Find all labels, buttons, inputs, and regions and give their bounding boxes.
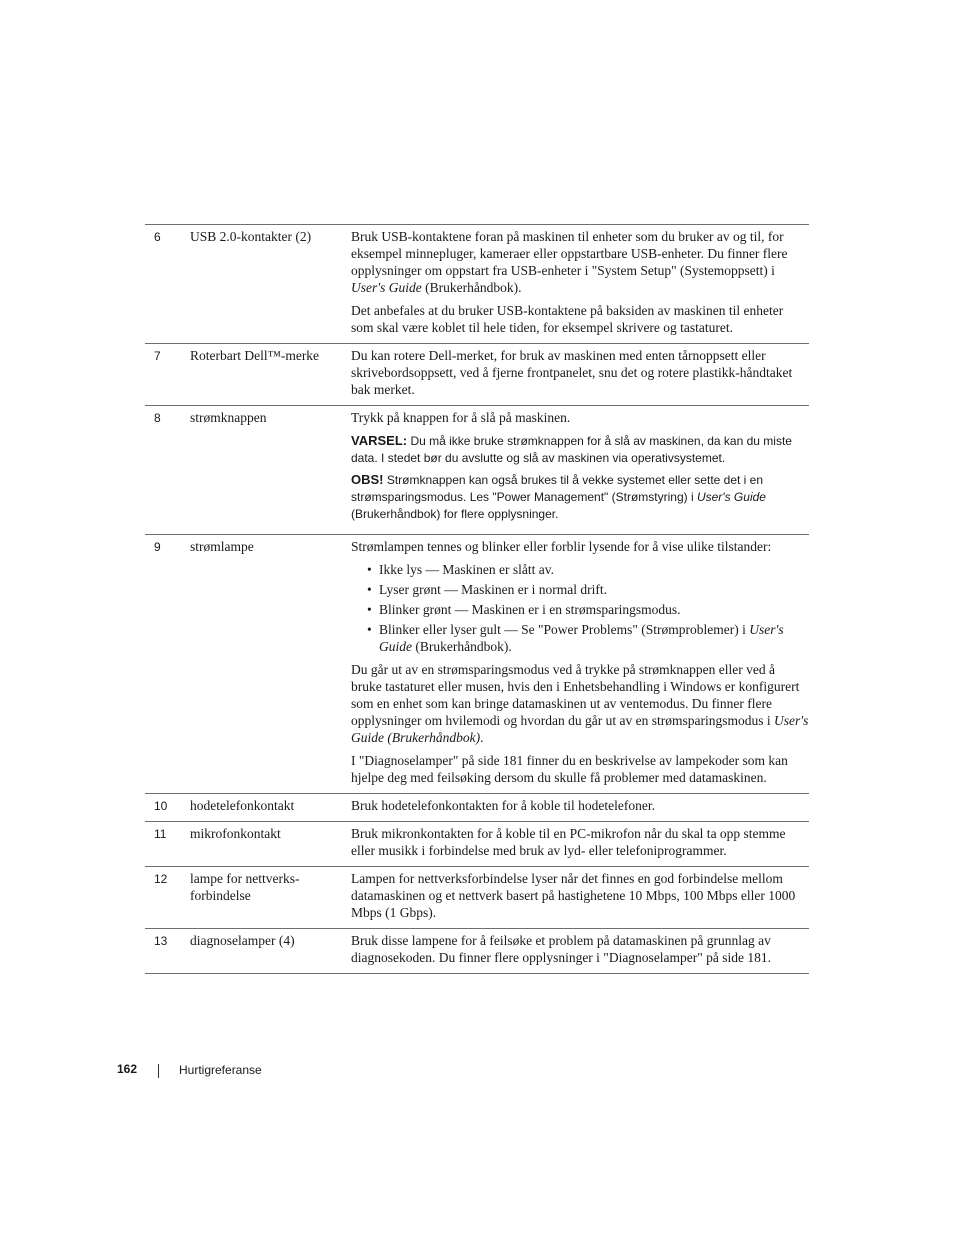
table-row	[145, 225, 809, 344]
table-row	[145, 794, 809, 822]
item-number: 12	[154, 872, 168, 886]
item-name: strømknappen	[190, 410, 267, 425]
item-description	[351, 929, 809, 974]
description-paragraph: Bruk USB-kontaktene foran på maskinen til enheter som du bruker av og til, for eksempel minnepluger, kameraer eller oppstartbare USB-enheter. Du finner flere opplysninger om oppstart fra USB-enheter i "System Setup" (Systemoppsett) i User's Guide (Brukerhåndbok).	[351, 229, 788, 295]
table-row	[145, 535, 809, 794]
item-description	[351, 344, 809, 406]
description-paragraph: Bruk mikronkontakten for å koble til en PC-mikrofon når du skal ta opp stemme eller musikk i forbindelse med bruk av lyd- eller telefoniprogrammer.	[351, 826, 786, 858]
item-number: 10	[154, 799, 168, 813]
obs-note: OBS! Strømknappen kan også brukes til å vekke systemet eller sette det i en strømsparingsmodus. Les "Power Management" (Strømstyring) i User's Guide (Brukerhåndbok) for flere opplysninger.	[351, 472, 766, 521]
item-description	[351, 794, 809, 822]
list-item: • Ikke lys — Maskinen er slått av.	[367, 561, 809, 578]
list-item: • Blinker grønt — Maskinen er i en strømsparingsmodus.	[367, 601, 809, 618]
table-row	[145, 344, 809, 406]
list-item: • Lyser grønt — Maskinen er i normal drift.	[367, 581, 809, 598]
item-name: USB 2.0-kontakter (2)	[190, 229, 312, 244]
warning-label: VARSEL:	[351, 433, 408, 448]
description-paragraph: I "Diagnoselamper" på side 181 finner du en beskrivelse av lampekoder som kan hjelpe deg med feilsøking dersom du skulle få problemer med datamaskinen.	[351, 753, 788, 785]
item-description	[351, 406, 809, 535]
footer-divider	[158, 1064, 159, 1078]
item-name: diagnoselamper (4)	[190, 933, 295, 948]
item-description	[351, 225, 809, 344]
item-name: mikrofonkontakt	[190, 826, 281, 841]
description-paragraph: Lampen for nettverksforbindelse lyser når det finnes en god forbindelse mellom datamaskinen og et nettverk basert på hastighetene 10 Mbps, 100 Mbps eller 1000 Mbps (1 Gbps).	[351, 871, 796, 920]
item-name: hodetelefonkontakt	[190, 798, 295, 813]
item-name: lampe for nettverks-forbindelse	[190, 871, 300, 903]
description-paragraph: Bruk disse lampene for å feilsøke et problem på datamaskinen på grunnlag av diagnosekoden. Du finner flere opplysninger i "Diagnoselamper" på side 181.	[351, 933, 772, 965]
item-number: 9	[154, 540, 161, 554]
item-name: Roterbart Dell™-merke	[190, 348, 320, 363]
item-number: 8	[154, 411, 161, 425]
item-description	[351, 535, 809, 794]
item-name: strømlampe	[190, 539, 254, 554]
item-description	[351, 822, 809, 867]
state-list	[351, 561, 809, 655]
item-number: 6	[154, 230, 161, 244]
section-title: Hurtigreferanse	[179, 1063, 262, 1077]
component-table	[145, 224, 809, 974]
table-row	[145, 822, 809, 867]
item-number: 11	[154, 827, 167, 841]
table-row	[145, 406, 809, 535]
table-row	[145, 867, 809, 929]
item-description	[351, 867, 809, 929]
description-paragraph: Strømlampen tennes og blinker eller forblir lysende for å vise ulike tilstander:	[351, 539, 772, 554]
description-paragraph: Bruk hodetelefonkontakten for å koble til hodetelefoner.	[351, 798, 656, 813]
description-paragraph: Det anbefales at du bruker USB-kontaktene på baksiden av maskinen til enheter som skal være koblet til hele tiden, for eksempel skrivere og tastaturet.	[351, 303, 784, 335]
list-item: • Blinker eller lyser gult — Se "Power Problems" (Strømproblemer) i User's Guide (Brukerhåndbok).	[367, 621, 809, 655]
item-number: 13	[154, 934, 168, 948]
obs-label: OBS!	[351, 472, 384, 487]
description-paragraph: Du kan rotere Dell-merket, for bruk av maskinen med enten tårnoppsett eller skrivebordsoppsett, ved å fjerne frontpanelet, snu det og rotere plastikk-håndtaket bak merket.	[351, 348, 793, 397]
page-number: 162	[117, 1062, 138, 1076]
warning-note: VARSEL: Du må ikke bruke strømknappen for å slå av maskinen, da kan du miste data. I stedet bør du avslutte og slå av maskinen via operativsystemet.	[351, 433, 792, 465]
description-paragraph: Trykk på knappen for å slå på maskinen.	[351, 410, 571, 425]
description-paragraph: Du går ut av en strømsparingsmodus ved å trykke på strømknappen eller ved å bruke tastaturet eller musen, hvis den i Enhetsbehandling i Windows er konfigurert som en enhet som kan bringe datamaskinen ut av ventemodus. Du finner flere opplysninger om hvilemodi og hvordan du går ut av en strømsparingsmodus i User's Guide (Brukerhåndbok).	[351, 662, 809, 745]
item-number: 7	[154, 349, 161, 363]
table-row	[145, 929, 809, 974]
